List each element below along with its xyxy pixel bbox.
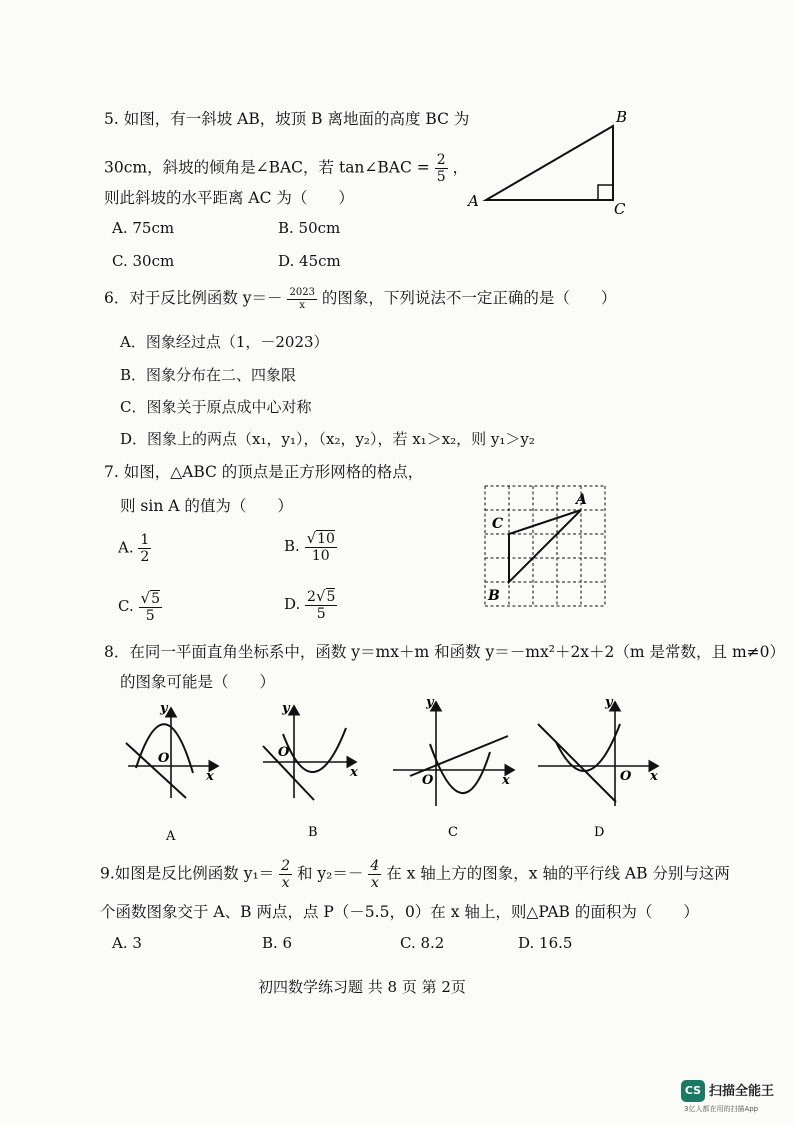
q5-line3: 则此斜坡的水平距离 AC 为（ ） [104,189,354,207]
q6-option-b: B．图象分布在二、四象限 [120,366,297,384]
graph-a-x: x [206,769,214,784]
graph-d-x: x [650,769,658,784]
graph-d-label: D [594,825,605,840]
q9-option-d: D. 16.5 [518,934,573,952]
q8-line1: 8．在同一平面直角坐标系中，函数 y＝mx＋m 和函数 y＝－mx²＋2x＋2（m 是常数，且 m≠0） [104,643,786,661]
page-footer: 初四数学练习题 共 8 页 第 2页 [258,978,466,996]
q6-option-a: A．图象经过点（1，－2023） [120,333,329,351]
q6-option-d: D．图象上的两点（x₁，y₁），（x₂，y₂），若 x₁＞x₂，则 y₁＞y₂ [120,430,535,448]
graph-a-label: A [166,829,176,844]
q7-option-a: A. $\frac{1}{2}$ [118,532,150,565]
q5-line2: 30cm，斜坡的倾角是∠BAC，若 tan∠BAC = $\frac{2}{5}$ ， [104,152,469,185]
q7-option-b: B. $\frac{√10}{10}$ [284,529,335,564]
q8-line2: 的图象可能是（ ） [120,673,276,691]
q7-option-c: C. $\frac{√5}{5}$ [118,589,160,624]
q7-line1: 7. 如图，△ABC 的顶点是正方形网格的格点， [104,463,424,481]
graph-a-y: y [160,701,168,716]
q9-option-c: C. 8.2 [400,934,445,952]
q7-line2: 则 sin A 的值为（ ） [120,497,293,515]
q9-fraction-2: $\frac{4}{x}$ [370,858,380,891]
q5-label-a: A [468,192,479,210]
graph-c [393,698,514,840]
graph-b [263,701,358,840]
q5-line1: 5. 如图，有一斜坡 AB，坡顶 B 离地面的高度 BC 为 [104,110,470,128]
q5-fraction: $\frac{2}{5}$ [436,152,446,185]
graph-c-o: O [422,773,434,788]
graph-d-y: y [605,698,613,710]
graph-c-label: C [448,825,458,840]
graph-a-o: O [158,751,170,766]
graph-a [126,701,218,844]
graph-b-o: O [278,745,290,760]
q6-fraction: $\frac{2023}{x}$ [289,286,315,311]
graph-d-o: O [620,769,632,784]
graph-c-y: y [426,698,434,710]
q6-option-c: C．图象关于原点成中心对称 [120,398,312,416]
graph-b-y: y [282,701,290,716]
q5-label-b: B [616,108,628,126]
scanner-brand-subtitle: 3亿人都在用的扫描App [684,1105,759,1113]
q9-fraction-1: $\frac{2}{x}$ [281,858,291,891]
scanner-brand-title: 扫描全能王 [709,1084,775,1099]
q5-option-b: B. 50cm [278,219,341,237]
q9-option-b: B. 6 [262,934,293,952]
q9-line2: 个函数图象交于 A、B 两点，点 P（－5.5，0）在 x 轴上，则△PAB 的面积为（ ） [100,903,699,921]
q5-label-c: C [614,200,626,218]
graph-b-label: B [308,825,318,840]
q7-grid-figure [470,476,620,616]
q7-label-b: B [488,588,500,604]
q8-graphs [118,698,678,846]
q9-stem: 9.如图是反比例函数 y₁＝ $\frac{2}{x}$ 和 y₂＝－ $\frac{4}{x}$ 在 x 轴上方的图象，x 轴的平行线 AB 分别与这两 [100,858,730,891]
scanner-logo-icon: CS [681,1080,705,1102]
q5-option-d: D. 45cm [278,252,341,270]
graph-b-x: x [350,765,358,780]
q9-option-a: A. 3 [112,934,142,952]
graph-d [538,698,658,840]
q7-option-d: D. $\frac{2√5}{5}$ [284,587,336,622]
q5-line2-text: 30cm，斜坡的倾角是∠BAC，若 tan∠BAC = [104,158,430,177]
q7-label-c: C [492,516,504,532]
graph-c-x: x [502,773,510,788]
q5-slope-figure [460,104,640,224]
q5-option-c: C. 30cm [112,252,175,270]
q6-stem: 6．对于反比例函数 y＝－ $\frac{2023}{x}$ 的图象，下列说法不一定正确的是（ ） [104,286,617,311]
q7-label-a: A [576,492,587,508]
q5-option-a: A. 75cm [112,219,175,237]
